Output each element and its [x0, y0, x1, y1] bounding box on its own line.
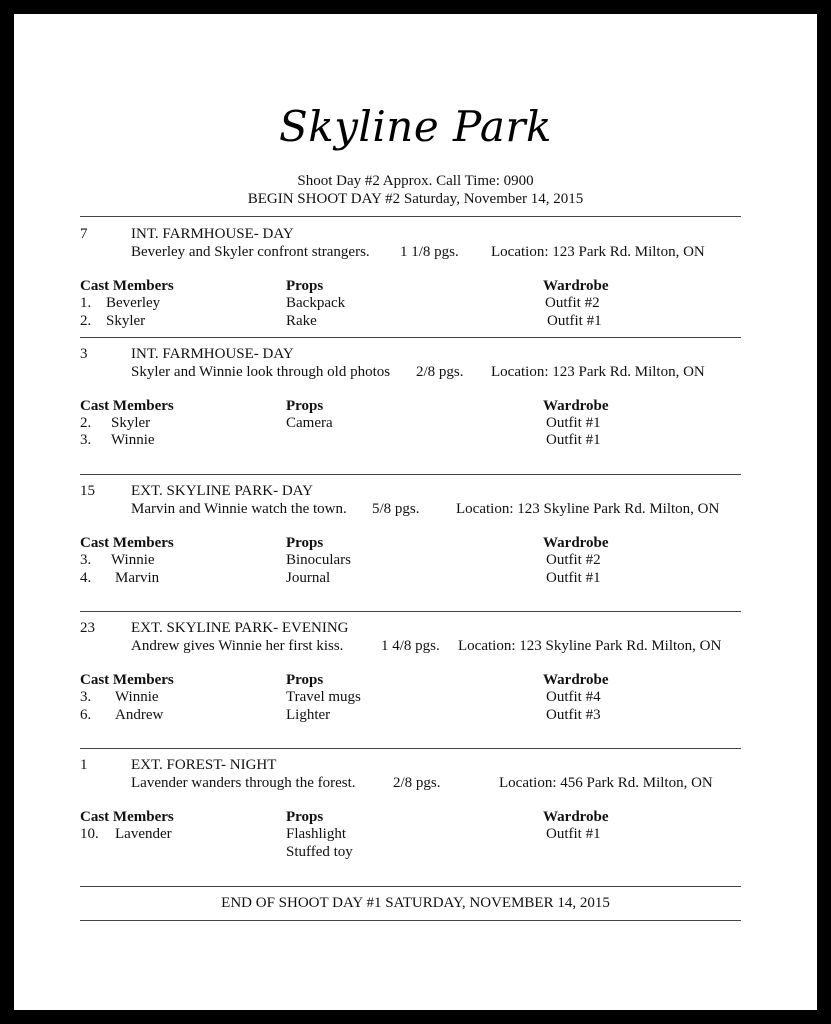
wardrobe-item: Outfit #1 — [547, 313, 602, 329]
wardrobe-header: Wardrobe — [543, 535, 609, 551]
prop-item: Journal — [286, 570, 331, 586]
wardrobe-item: Outfit #1 — [546, 432, 601, 448]
wardrobe-header: Wardrobe — [543, 398, 609, 414]
cast-number: 3. — [80, 432, 92, 448]
wardrobe-header: Wardrobe — [543, 672, 609, 688]
scene-number: 15 — [80, 483, 95, 499]
cast-header: Cast Members — [80, 398, 174, 414]
scene-heading: EXT. FOREST- NIGHT — [131, 757, 277, 773]
scene-heading: INT. FARMHOUSE- DAY — [131, 226, 294, 242]
wardrobe-item: Outfit #1 — [546, 826, 601, 842]
cast-number: 4. — [80, 570, 92, 586]
prop-item: Rake — [286, 313, 317, 329]
scene-pages: 2/8 pgs. — [393, 775, 441, 791]
cast-name: Skyler — [106, 313, 146, 329]
cast-name: Winnie — [111, 432, 155, 448]
divider — [80, 748, 741, 749]
scene-description: Marvin and Winnie watch the town. — [131, 501, 347, 517]
cast-header: Cast Members — [80, 278, 174, 294]
props-header: Props — [286, 278, 324, 294]
wardrobe-header: Wardrobe — [543, 278, 609, 294]
scene-location: Location: 456 Park Rd. Milton, ON — [499, 775, 713, 791]
wardrobe-item: Outfit #4 — [546, 689, 601, 705]
props-header: Props — [286, 398, 324, 414]
scene-location: Location: 123 Skyline Park Rd. Milton, ON — [456, 501, 720, 517]
cast-number: 3. — [80, 689, 92, 705]
call-time-line: Shoot Day #2 Approx. Call Time: 0900 — [297, 173, 534, 189]
divider — [80, 886, 741, 887]
wardrobe-header: Wardrobe — [543, 809, 609, 825]
divider — [80, 611, 741, 612]
scene-location: Location: 123 Skyline Park Rd. Milton, ON — [458, 638, 722, 654]
cast-number: 3. — [80, 552, 92, 568]
prop-item: Backpack — [286, 295, 346, 311]
cast-number: 2. — [80, 415, 92, 431]
cast-number: 6. — [80, 707, 92, 723]
scene-number: 7 — [80, 226, 88, 242]
scene-location: Location: 123 Park Rd. Milton, ON — [491, 244, 705, 260]
wardrobe-item: Outfit #1 — [546, 570, 601, 586]
begin-shoot-day-line: BEGIN SHOOT DAY #2 Saturday, November 14, 2015 — [247, 191, 584, 207]
scene-description: Lavender wanders through the forest. — [131, 775, 356, 791]
cast-name: Winnie — [115, 689, 159, 705]
wardrobe-item: Outfit #3 — [546, 707, 601, 723]
cast-name: Andrew — [115, 707, 164, 723]
scene-heading: INT. FARMHOUSE- DAY — [131, 346, 294, 362]
divider — [80, 337, 741, 338]
cast-name: Skyler — [111, 415, 151, 431]
cast-name: Winnie — [111, 552, 155, 568]
wardrobe-item: Outfit #2 — [545, 295, 600, 311]
wardrobe-item: Outfit #1 — [546, 415, 601, 431]
cast-number: 2. — [80, 313, 92, 329]
schedule-page — [14, 14, 817, 1010]
prop-item: Lighter — [286, 707, 331, 723]
cast-header: Cast Members — [80, 535, 174, 551]
props-header: Props — [286, 672, 324, 688]
page-title: Skyline Park — [278, 102, 552, 151]
cast-number: 1. — [80, 295, 92, 311]
divider — [80, 216, 741, 217]
prop-item: Stuffed toy — [286, 844, 353, 860]
wardrobe-item: Outfit #2 — [546, 552, 601, 568]
scene-heading: EXT. SKYLINE PARK- DAY — [131, 483, 313, 499]
scene-pages: 1 4/8 pgs. — [381, 638, 440, 654]
divider — [80, 920, 741, 921]
scene-description: Andrew gives Winnie her first kiss. — [131, 638, 344, 654]
prop-item: Camera — [286, 415, 333, 431]
scene-location: Location: 123 Park Rd. Milton, ON — [491, 364, 705, 380]
cast-header: Cast Members — [80, 809, 174, 825]
end-of-day-footer: END OF SHOOT DAY #1 SATURDAY, NOVEMBER 14, 2015 — [221, 895, 610, 911]
cast-header: Cast Members — [80, 672, 174, 688]
props-header: Props — [286, 535, 324, 551]
cast-name: Marvin — [115, 570, 160, 586]
scene-pages: 2/8 pgs. — [416, 364, 464, 380]
scene-number: 1 — [80, 757, 88, 773]
prop-item: Flashlight — [286, 826, 347, 842]
scene-description: Skyler and Winnie look through old photos — [131, 364, 391, 380]
cast-name: Beverley — [106, 295, 161, 311]
scene-heading: EXT. SKYLINE PARK- EVENING — [131, 620, 349, 636]
scene-pages: 5/8 pgs. — [372, 501, 420, 517]
cast-name: Lavender — [115, 826, 172, 842]
scene-number: 3 — [80, 346, 88, 362]
scene-description: Beverley and Skyler confront strangers. — [131, 244, 370, 260]
scene-pages: 1 1/8 pgs. — [400, 244, 459, 260]
cast-number: 10. — [80, 826, 99, 842]
prop-item: Travel mugs — [286, 689, 361, 705]
prop-item: Binoculars — [286, 552, 351, 568]
props-header: Props — [286, 809, 324, 825]
divider — [80, 474, 741, 475]
scene-number: 23 — [80, 620, 95, 636]
